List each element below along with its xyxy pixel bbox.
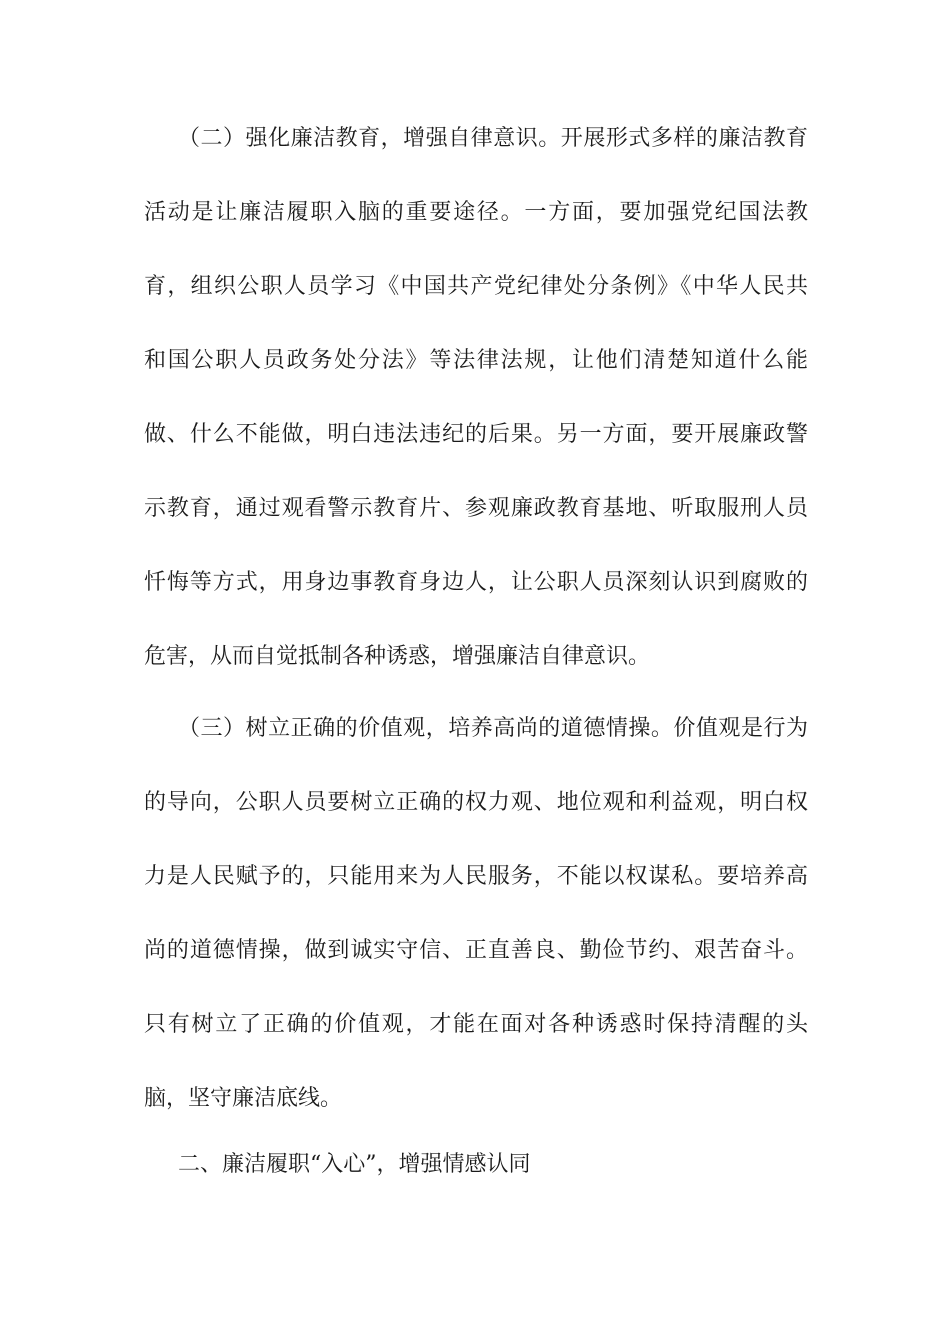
paragraph-1-line-8: 危害，从而自觉抵制各种诱惑，增强廉洁自律意识。 <box>144 644 651 669</box>
paragraph-1-line-7: 忏悔等方式，用身边事教育身边人，让公职人员深刻认识到腐败的 <box>144 570 808 595</box>
paragraph-2-line-6: 脑，坚守廉洁底线。 <box>144 1086 343 1111</box>
paragraph-2-line-4: 尚的道德情操，做到诚实守信、正直善良、勤俭节约、艰苦奋斗。 <box>144 938 808 963</box>
section-heading: 二、廉洁履职“入心”，增强情感认同 <box>178 1152 531 1177</box>
paragraph-2-line-1: （三）树立正确的价值观，培养高尚的道德情操。价值观是行为 <box>178 716 808 741</box>
paragraph-2-line-2: 的导向，公职人员要树立正确的权力观、地位观和利益观，明白权 <box>144 790 808 815</box>
paragraph-2-line-5: 只有树立了正确的价值观，才能在面对各种诱惑时保持清醒的头 <box>144 1012 808 1037</box>
paragraph-1-line-5: 做、什么不能做，明白违法违纪的后果。另一方面，要开展廉政警 <box>144 422 808 447</box>
paragraph-1-line-2: 活动是让廉洁履职入脑的重要途径。一方面，要加强党纪国法教 <box>144 200 808 225</box>
paragraph-1-line-6: 示教育，通过观看警示教育片、参观廉政教育基地、听取服刑人员 <box>144 496 808 521</box>
paragraph-2-line-3: 力是人民赋予的，只能用来为人民服务，不能以权谋私。要培养高 <box>144 864 808 889</box>
paragraph-1-line-1: （二）强化廉洁教育，增强自律意识。开展形式多样的廉洁教育 <box>178 126 808 151</box>
paragraph-1-line-3: 育，组织公职人员学习《中国共产党纪律处分条例》《中华人民共 <box>144 274 808 299</box>
paragraph-1-line-4: 和国公职人员政务处分法》等法律法规，让他们清楚知道什么能 <box>144 348 808 373</box>
